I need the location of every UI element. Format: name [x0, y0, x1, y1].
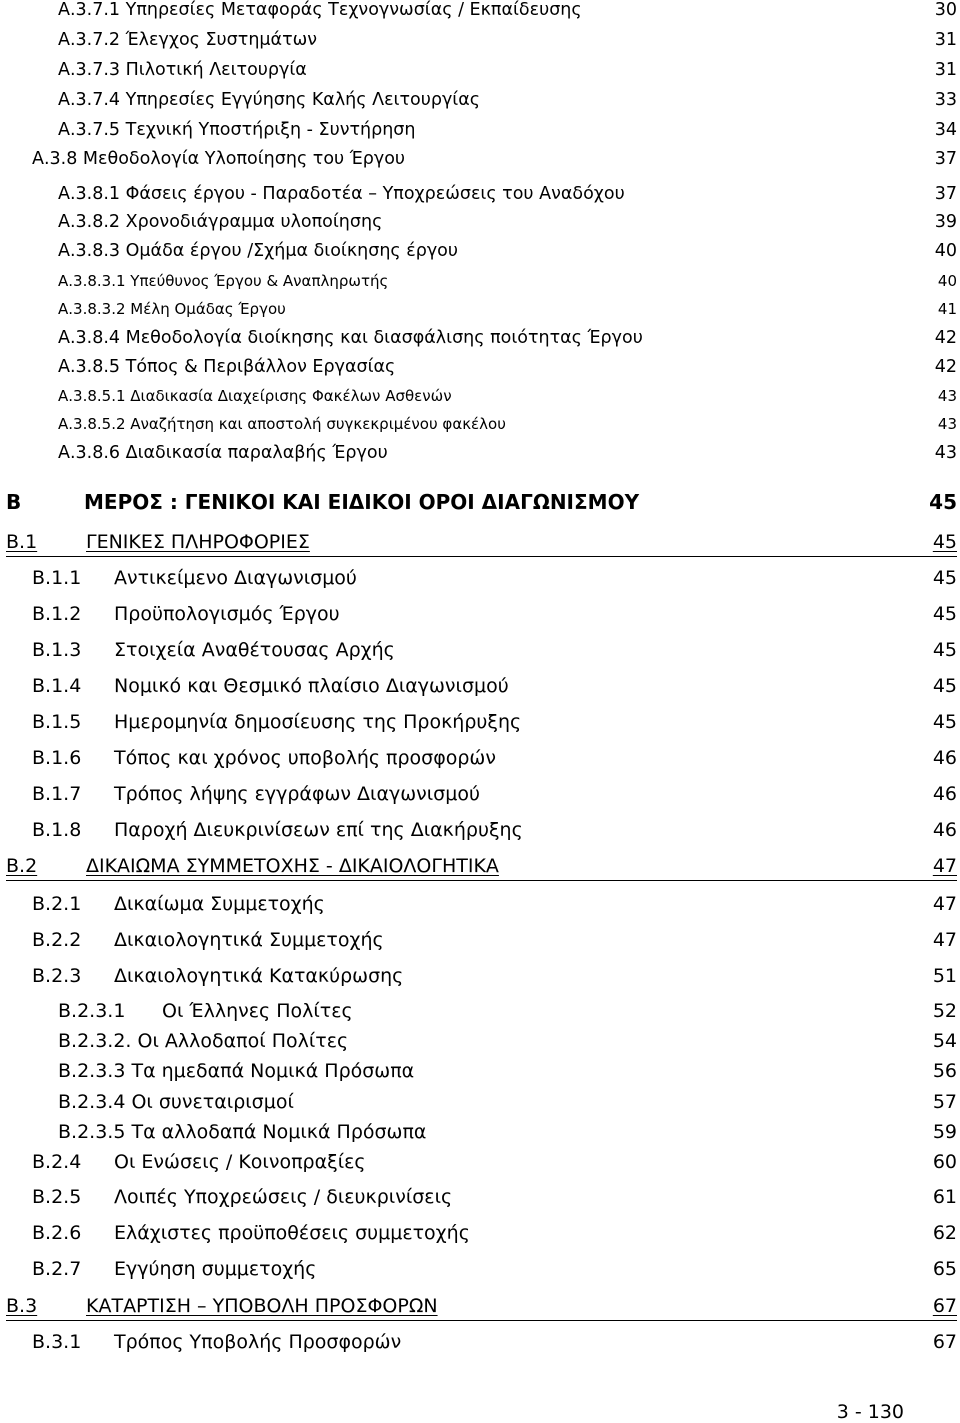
toc-entry-title: Αντικείμενο Διαγωνισμού: [114, 567, 357, 589]
toc-entry-number: Β.1.3: [32, 639, 82, 661]
toc-entry-page: 65: [932, 1258, 957, 1280]
toc-entry-page: 30: [934, 0, 957, 20]
toc-entry-page: 61: [932, 1186, 957, 1208]
toc-entry-number: Β.1: [6, 531, 38, 553]
toc-entry-page: 46: [932, 783, 957, 805]
toc-entry[interactable]: [0, 241, 960, 271]
toc-entry-number: Β.2.7: [32, 1258, 82, 1280]
toc-entry-number: Β.3.1: [32, 1331, 82, 1353]
toc-entry[interactable]: [0, 212, 960, 242]
toc-entry[interactable]: [0, 639, 960, 669]
toc-entry[interactable]: [0, 415, 960, 445]
toc-entry-number: Β: [6, 490, 22, 514]
toc-entry-number: Β.2: [6, 855, 38, 877]
toc-entry-number: Β.2.6: [32, 1222, 82, 1244]
toc-entry[interactable]: [0, 387, 960, 417]
toc-entry[interactable]: [0, 149, 960, 179]
toc-entry[interactable]: [0, 1060, 960, 1090]
toc-entry[interactable]: [0, 1151, 960, 1181]
toc-entry-title: Α.3.8.4 Μεθοδολογία διοίκησης και διασφάλισης ποιότητας Έργου: [58, 328, 643, 348]
toc-entry[interactable]: [0, 272, 960, 302]
toc-entry-title: Α.3.8.1 Φάσεις έργου - Παραδοτέα – Υποχρεώσεις του Αναδόχου: [58, 184, 625, 204]
toc-entry[interactable]: [0, 1030, 960, 1060]
toc-entry-page: 43: [934, 443, 957, 463]
toc-entry-number: Β.2.3.1: [58, 1000, 126, 1022]
toc-entry-page: 45: [932, 639, 957, 661]
toc-entry[interactable]: [0, 1222, 960, 1252]
toc-entry[interactable]: [0, 929, 960, 959]
toc-entry-page: 34: [934, 120, 957, 140]
page-number-footer: 3 - 130: [836, 1401, 904, 1423]
toc-entry[interactable]: [0, 1186, 960, 1216]
toc-entry-number: Β.1.1: [32, 567, 82, 589]
toc-entry-number: Β.3: [6, 1295, 38, 1317]
toc-entry-title: Α.3.7.5 Τεχνική Υποστήριξη - Συντήρηση: [58, 120, 416, 140]
toc-entry-page: 31: [934, 60, 957, 80]
section-underline: [6, 880, 957, 881]
toc-entry-title: Α.3.8.5.2 Αναζήτηση και αποστολή συγκεκριμένου φακέλου: [58, 415, 506, 433]
toc-entry-number: Β.2.4: [32, 1151, 82, 1173]
toc-entry-number: Β.2.3: [32, 965, 82, 987]
section-underline: [6, 1320, 957, 1321]
toc-entry[interactable]: [0, 30, 960, 60]
toc-entry[interactable]: [0, 184, 960, 214]
toc-entry-title: Α.3.8.3 Ομάδα έργου /Σχήμα διοίκησης έργου: [58, 241, 459, 261]
toc-entry-page: 51: [932, 965, 957, 987]
toc-entry-title: ΔΙΚΑΙΩΜΑ ΣΥΜΜΕΤΟΧΗΣ - ΔΙΚΑΙΟΛΟΓΗΤΙΚΑ: [86, 855, 499, 877]
toc-entry-title: Οι Ενώσεις / Κοινοπραξίες: [114, 1151, 366, 1173]
toc-entry[interactable]: [0, 1258, 960, 1288]
toc-entry-title: Οι Έλληνες Πολίτες: [162, 1000, 353, 1022]
toc-entry-title: Α.3.7.1 Υπηρεσίες Μεταφοράς Τεχνογνωσίας / Εκπαίδευσης: [58, 0, 582, 20]
toc-entry[interactable]: [0, 747, 960, 777]
toc-entry[interactable]: [0, 1331, 960, 1361]
toc-entry-page: 57: [932, 1091, 957, 1113]
toc-entry-number: Β.2.5: [32, 1186, 82, 1208]
toc-entry-title: Στοιχεία Αναθέτουσας Αρχής: [114, 639, 395, 661]
toc-entry[interactable]: [0, 90, 960, 120]
toc-entry-page: 42: [934, 328, 957, 348]
toc-entry-title: Τρόπος Υποβολής Προσφορών: [114, 1331, 402, 1353]
toc-entry-title: Τρόπος λήψης εγγράφων Διαγωνισμού: [114, 783, 480, 805]
toc-entry-title: Νομικό και Θεσμικό πλαίσιο Διαγωνισμού: [114, 675, 509, 697]
toc-entry-number: Β.2.2: [32, 929, 82, 951]
toc-entry-title: Ημερομηνία δημοσίευσης της Προκήρυξης: [114, 711, 522, 733]
toc-entry-number: Β.1.6: [32, 747, 82, 769]
toc-entry-number: Β.1.4: [32, 675, 82, 697]
toc-entry-title: Παροχή Διευκρινίσεων επί της Διακήρυξης: [114, 819, 523, 841]
toc-entry[interactable]: [0, 965, 960, 995]
toc-entry-page: 46: [932, 819, 957, 841]
toc-entry-page: 31: [934, 30, 957, 50]
toc-entry[interactable]: [0, 60, 960, 90]
toc-entry-page: 52: [932, 1000, 957, 1022]
toc-entry-title: Εγγύηση συμμετοχής: [114, 1258, 317, 1280]
toc-entry[interactable]: [0, 328, 960, 358]
toc-entry[interactable]: [0, 1000, 960, 1030]
toc-entry[interactable]: [0, 0, 960, 30]
toc-entry-number: Β.1.8: [32, 819, 82, 841]
toc-entry[interactable]: [0, 300, 960, 330]
toc-entry-page: 47: [932, 929, 957, 951]
toc-entry-page: 45: [932, 531, 957, 553]
toc-entry-title: Δικαιολογητικά Κατακύρωσης: [114, 965, 404, 987]
toc-entry-page: 59: [932, 1121, 957, 1143]
toc-entry-title: ΜΕΡΟΣ : ΓΕΝΙΚΟΙ ΚΑΙ ΕΙΔΙΚΟΙ ΟΡΟΙ ΔΙΑΓΩΝΙΣΜΟΥ: [84, 490, 640, 514]
toc-entry-title: Α.3.8.5.1 Διαδικασία Διαχείρισης Φακέλων Ασθενών: [58, 387, 452, 405]
toc-entry-title: Δικαιολογητικά Συμμετοχής: [114, 929, 384, 951]
toc-entry[interactable]: [0, 819, 960, 849]
toc-entry[interactable]: [0, 567, 960, 597]
toc-entry-page: 40: [934, 241, 957, 261]
toc-entry-title: ΓΕΝΙΚΕΣ ΠΛΗΡΟΦΟΡΙΕΣ: [86, 531, 310, 553]
toc-entry[interactable]: [0, 1091, 960, 1121]
toc-entry-page: 45: [929, 490, 957, 514]
toc-entry-page: 45: [932, 603, 957, 625]
toc-entry-page: 40: [937, 272, 957, 290]
toc-entry-number: Β.1.7: [32, 783, 82, 805]
toc-entry[interactable]: [0, 783, 960, 813]
toc-entry-title: Λοιπές Υποχρεώσεις / διευκρινίσεις: [114, 1186, 453, 1208]
toc-entry-title: Α.3.7.4 Υπηρεσίες Εγγύησης Καλής Λειτουργίας: [58, 90, 481, 110]
toc-entry-page: 62: [932, 1222, 957, 1244]
toc-entry-page: 60: [932, 1151, 957, 1173]
toc-entry-page: 47: [932, 855, 957, 877]
toc-entry-title: Τόπος και χρόνος υποβολής προσφορών: [114, 747, 496, 769]
toc-entry-title: Ελάχιστες προϋποθέσεις συμμετοχής: [114, 1222, 470, 1244]
toc-entry-title: Α.3.8.5 Τόπος & Περιβάλλον Εργασίας: [58, 357, 396, 377]
toc-entry[interactable]: [0, 443, 960, 473]
toc-entry-page: 45: [932, 675, 957, 697]
toc-entry-number: Β.1.5: [32, 711, 82, 733]
toc-entry-title: Α.3.8.3.1 Υπεύθυνος Έργου & Αναπληρωτής: [58, 272, 389, 290]
toc-entry[interactable]: [0, 675, 960, 705]
toc-entry-number: Β.2.1: [32, 893, 82, 915]
toc-entry-title: Α.3.7.2 Έλεγχος Συστημάτων: [58, 30, 318, 50]
toc-part-heading[interactable]: [0, 490, 960, 520]
toc-entry-page: 43: [937, 387, 957, 405]
toc-entry-page: 45: [932, 567, 957, 589]
toc-entry-page: 37: [934, 149, 957, 169]
toc-entry-page: 37: [934, 184, 957, 204]
toc-entry-page: 47: [932, 893, 957, 915]
toc-entry-page: 42: [934, 357, 957, 377]
toc-entry-title: Α.3.7.3 Πιλοτική Λειτουργία: [58, 60, 307, 80]
toc-entry-title: Α.3.8.6 Διαδικασία παραλαβής Έργου: [58, 443, 388, 463]
toc-entry-page: 39: [934, 212, 957, 232]
toc-entry-page: 41: [937, 300, 957, 318]
toc-entry-title: Α.3.8 Μεθοδολογία Υλοποίησης του Έργου: [32, 149, 406, 169]
toc-entry-title: Α.3.8.3.2 Μέλη Ομάδας Έργου: [58, 300, 286, 318]
section-underline: [6, 556, 957, 557]
toc-entry-title: Α.3.8.2 Χρονοδιάγραμμα υλοποίησης: [58, 212, 383, 232]
toc-entry[interactable]: [0, 120, 960, 150]
toc-entry-title: Β.2.3.3 Τα ημεδαπά Νομικά Πρόσωπα: [58, 1060, 415, 1082]
toc-entry-number: Β.1.2: [32, 603, 82, 625]
toc-entry-page: 46: [932, 747, 957, 769]
toc-entry[interactable]: [0, 603, 960, 633]
toc-entry[interactable]: [0, 1121, 960, 1151]
toc-entry-page: 67: [932, 1331, 957, 1353]
toc-entry-title: ΚΑΤΑΡΤΙΣΗ – ΥΠΟΒΟΛΗ ΠΡΟΣΦΟΡΩΝ: [86, 1295, 438, 1317]
toc-entry[interactable]: [0, 711, 960, 741]
toc-entry-page: 33: [934, 90, 957, 110]
toc-entry-page: 54: [932, 1030, 957, 1052]
toc-entry-title: Δικαίωμα Συμμετοχής: [114, 893, 325, 915]
toc-entry[interactable]: [0, 357, 960, 387]
toc-entry-title: Β.2.3.2. Οι Αλλοδαποί Πολίτες: [58, 1030, 349, 1052]
toc-entry-page: 43: [937, 415, 957, 433]
toc-entry-title: Β.2.3.4 Οι συνεταιρισμοί: [58, 1091, 294, 1113]
toc-entry[interactable]: [0, 893, 960, 923]
toc-entry-page: 45: [932, 711, 957, 733]
toc-entry-title: Προϋπολογισμός Έργου: [114, 603, 340, 625]
toc-entry-title: Β.2.3.5 Τα αλλοδαπά Νομικά Πρόσωπα: [58, 1121, 427, 1143]
toc-entry-page: 56: [932, 1060, 957, 1082]
toc-entry-page: 67: [932, 1295, 957, 1317]
